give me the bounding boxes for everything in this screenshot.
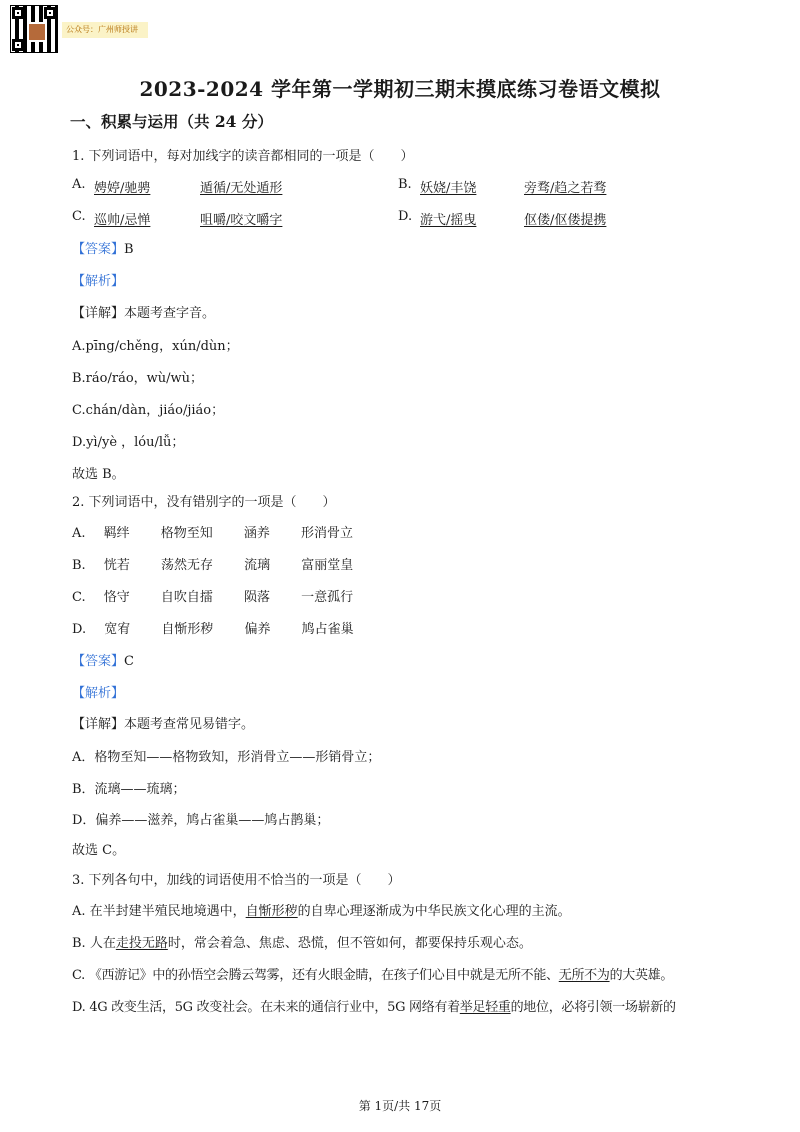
q1-analysis-label: 【解析】	[72, 274, 125, 289]
page-number: 第 1页/共 17页	[358, 1099, 442, 1113]
option-text	[420, 177, 476, 196]
underlined-phrase: 自惭形秽	[245, 904, 298, 919]
detail-text: 本题考查字音。	[124, 306, 216, 321]
option-text: 的大英雄。	[609, 968, 674, 983]
q2-conclusion: 故选 C。	[72, 843, 126, 858]
q2-answer	[72, 650, 134, 669]
option-label: D.	[398, 209, 413, 224]
option-text: 的自卑心理逐渐成为中华民族文化心理的主流。	[297, 904, 571, 919]
option-text	[524, 209, 606, 228]
section-heading: 一、积累与运用（共 24 分）	[70, 112, 273, 131]
page-title: 2023-2024 学年第一学期初三期末摸底练习卷语文模拟	[139, 77, 661, 101]
option-label: A.	[72, 177, 86, 192]
underlined-phrase: 举足轻重	[459, 1000, 511, 1015]
q3-option-d	[72, 996, 676, 1015]
q3-option-c	[72, 964, 673, 983]
q2-option: C. 恪守 自吹自擂 陨落 一意孤行	[72, 590, 354, 605]
q2-explanation-line: D．偏养——滋养，鸠占雀巢——鸠占鹊巢；	[72, 813, 330, 828]
q3-stem: 3. 下列各句中，加线的词语使用不恰当的一项是（ ）	[72, 873, 401, 888]
option-word: 遁循/无处遁形	[200, 181, 283, 196]
avatar	[27, 22, 47, 42]
option-text: 时，常会着急、焦虑、恐慌，但不管如何，都要保持乐观心态。	[167, 936, 532, 951]
option-word: 游弋/摇曳	[420, 213, 477, 228]
option-text: D. 4G 改变生活，5G 改变社会。在未来的通信行业中，5G 网络有着	[72, 1000, 460, 1015]
q2-explanation-line: B．流璃——琉璃；	[72, 782, 186, 797]
option-word: 旁骛/趋之若骛	[524, 181, 607, 196]
q2-explanation-line: A．格物至知——格物致知，形消骨立——形销骨立；	[72, 750, 381, 765]
q1-stem: 1. 下列词语中，每对加线字的读音都相同的一项是（ ）	[72, 149, 414, 164]
q1-detail	[72, 302, 215, 321]
q3-option-a	[72, 900, 571, 919]
option-word: 伛偻/伛偻提携	[524, 213, 607, 228]
option-text: C. 《西游记》中的孙悟空会腾云驾雾，还有火眼金睛，在孩子们心目中就是无所不能、	[72, 968, 559, 983]
option-word: 妖娆/丰饶	[420, 181, 477, 196]
option-word: 咀嚼/咬文嚼字	[200, 213, 283, 228]
option-text: B. 人在	[72, 936, 116, 951]
underlined-phrase: 走投无路	[115, 936, 168, 951]
answer-label: 【答案】	[72, 654, 125, 669]
detail-text: 本题考查常见易错字。	[124, 717, 255, 732]
q1-options-row-1	[72, 177, 732, 197]
q1-explanation-line: C.chán/dàn，jiáo/jiáo；	[72, 403, 225, 418]
q2-detail	[72, 713, 254, 732]
option-text	[200, 177, 282, 196]
q2-option: D. 宽宥 自惭形秽 偏养 鸠占雀巢	[72, 622, 354, 637]
answer-label: 【答案】	[72, 242, 125, 257]
q1-explanation-line: D.yì/yè ，lóu/lǚ；	[72, 435, 185, 450]
qr-finder	[12, 39, 24, 51]
option-text	[524, 177, 606, 196]
underlined-phrase: 无所不为	[558, 968, 610, 983]
q1-conclusion: 故选 B。	[72, 467, 125, 482]
qr-code-image	[10, 5, 58, 53]
option-text	[94, 209, 150, 228]
qr-finder	[12, 7, 24, 19]
option-label: C.	[72, 209, 86, 224]
q1-explanation-line: A.pīng/chěng，xún/dùn；	[72, 339, 239, 354]
option-text: A. 在半封建半殖民地境遇中，	[72, 904, 246, 919]
answer-value: C	[124, 654, 134, 669]
detail-label: 【详解】	[72, 306, 125, 321]
option-word: 娉婷/驰骋	[94, 181, 151, 196]
q1-explanation-line: B.ráo/ráo，wù/wù；	[72, 371, 204, 386]
q1-answer	[72, 238, 134, 257]
q2-stem: 2. 下列词语中，没有错别字的一项是（ ）	[72, 495, 336, 510]
q2-analysis-label: 【解析】	[72, 686, 125, 701]
answer-value: B	[124, 242, 134, 257]
detail-label: 【详解】	[72, 717, 125, 732]
q2-option: A. 羁绊 格物至知 涵养 形消骨立	[72, 526, 354, 541]
option-text	[420, 209, 476, 228]
q1-options-row-2	[72, 209, 732, 229]
brand-tag: 公众号：广州师授讲	[62, 22, 148, 38]
qr-finder	[44, 7, 56, 19]
option-word: 巡帅/忌惮	[94, 213, 151, 228]
option-label: B.	[398, 177, 412, 192]
q3-option-b	[72, 932, 532, 951]
option-text: 的地位，必将引领一场崭新的	[510, 1000, 676, 1015]
option-text	[94, 177, 150, 196]
option-text	[200, 209, 282, 228]
q2-option: B. 恍若 荡然无存 流璃 富丽堂皇	[72, 558, 354, 573]
